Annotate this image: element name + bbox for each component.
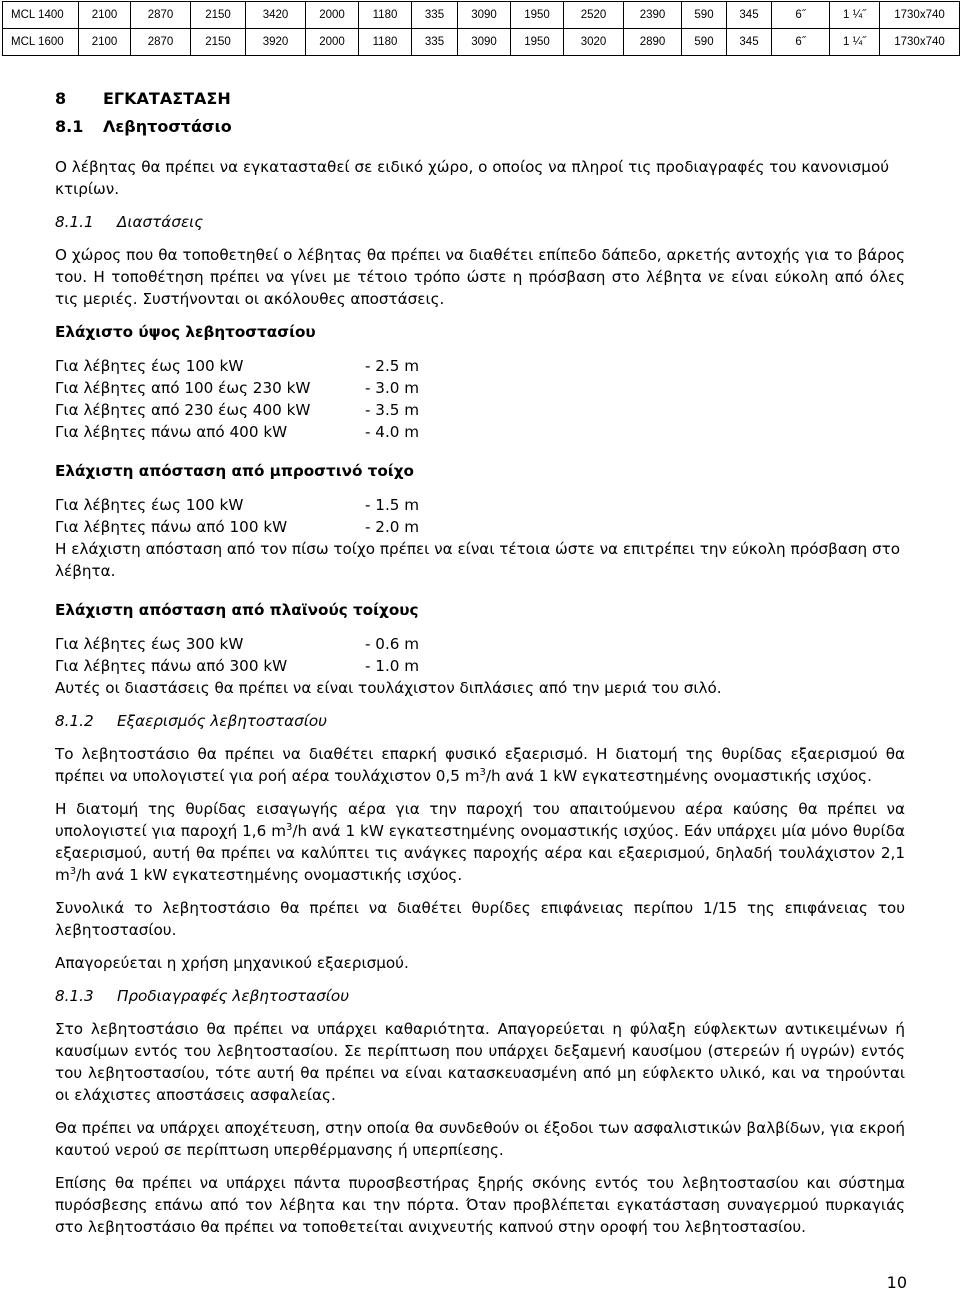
spec-cell: 2000 [306, 29, 359, 56]
spec-cell: 2000 [306, 2, 359, 29]
front-distance-heading: Ελάχιστη απόσταση από μπροστινό τοίχο [55, 462, 414, 480]
ventilation-paragraph-1: Το λεβητοστάσιο θα πρέπει να διαθέτει επαρκή φυσικό εξαερισμό. Η διατομή της θυρίδας εξαερισμού θα πρέπει να υπολογιστεί για ροή αέρα τουλάχιστον 0,5 $m^3/h$ ανά 1 kW εγκατεστημένης ονομαστικής ισχύος. [55, 745, 905, 785]
spec-cell: 2890 [624, 29, 682, 56]
page-number: 10 [886, 1273, 907, 1292]
distance-label: Για λέβητες έως 300 kW [55, 635, 244, 653]
distance-row [55, 355, 905, 377]
ventilation-paragraph-4: Απαγορεύεται η χρήση μηχανικού εξαερισμού. [55, 954, 409, 972]
distance-label: Για λέβητες έως 100 kW [55, 357, 244, 375]
ventilation-heading: 8.1.2 Εξαερισμός λεβητοστασίου [55, 712, 327, 730]
spec-cell: 2150 [191, 29, 246, 56]
side-distance-note: Αυτές οι διαστάσεις θα πρέπει να είναι τουλάχιστον διπλάσιες από την μεριά του σιλό. [55, 679, 722, 697]
distance-row [55, 377, 905, 399]
document-body [55, 88, 905, 1249]
distance-row [55, 399, 905, 421]
model-cell: MCL 1600 [3, 29, 79, 56]
ventilation-paragraph-2: Η διατομή της θυρίδας εισαγωγής αέρα για την παροχή του απαιτούμενου αέρα καύσης θα πρέπει να υπολογιστεί για παροχή 1,6 $m^3/h$ ανά 1 kW εγκατεστημένης ονομαστικής ισχύος. Εάν υπάρχει μία μόνο θυρίδα εξαερισμού, αυτή θα πρέπει να καλύπτει τις ανάγκες παροχής αέρα και εξαερισμού, δηλαδή τουλάχιστον 2,1 $m^3/h$ ανά 1 kW εγκατεστημένης ονομαστικής ισχύος. [55, 800, 905, 884]
spec-cell: 335 [412, 29, 458, 56]
spec-cell: 1730x740 [880, 2, 960, 29]
spec-cell: 2100 [79, 29, 131, 56]
spec-cell: 590 [682, 29, 727, 56]
spec-cell: 345 [727, 2, 772, 29]
model-cell: MCL 1400 [3, 2, 79, 29]
spec-cell: 2100 [79, 2, 131, 29]
spec-cell: 6˝ [772, 29, 830, 56]
spec-cell: 3090 [458, 29, 511, 56]
spec-cell: 3020 [564, 29, 624, 56]
distance-value: - 0.6 m [365, 635, 420, 653]
spec-table-row [3, 2, 960, 29]
min-height-list [55, 355, 905, 443]
spec-cell: 2870 [131, 29, 191, 56]
ventilation-paragraph-3: Συνολικά το λεβητοστάσιο θα πρέπει να διαθέτει θυρίδες επιφάνειας περίπου 1/15 της επιφάνειας του λεβητοστασίου. [55, 899, 905, 939]
spec-cell: 1730x740 [880, 29, 960, 56]
specs-paragraph-1: Στο λεβητοστάσιο θα πρέπει να υπάρχει καθαριότητα. Απαγορεύεται η φύλαξη εύφλεκτων αντικειμένων ή καυσίμων εντός του λεβητοστασίου. Σε περίπτωση που υπάρχει δεξαμενή καυσίμου (στερεών ή υγρών) εντός του λεβητοστασίου, τότε αυτή θα πρέπει να είναι κατασκευασμένη από μη εύφλεκτο υλικό, και να τηρούνται οι ελάχιστες αποστάσεις ασφαλείας. [55, 1020, 905, 1104]
subsection-heading: 8.1 Λεβητοστάσιο [55, 117, 232, 136]
specs-paragraph-2: Θα πρέπει να υπάρχει αποχέτευση, στην οποία θα συνδεθούν οι έξοδοι των ασφαλιστικών βαλβίδων, για εκροή καυτού νερού σε περίπτωση υπερθέρμανσης ή υπερπίεσης. [55, 1119, 905, 1159]
distance-value: - 3.0 m [365, 379, 420, 397]
spec-cell: 1180 [359, 2, 412, 29]
distance-row [55, 633, 905, 655]
distance-label: Για λέβητες πάνω από 300 kW [55, 657, 288, 675]
spec-cell: 1 ¼˝ [830, 29, 880, 56]
distance-value: - 3.5 m [365, 401, 420, 419]
section-heading: 8 ΕΓΚΑΤΑΣΤΑΣΗ [55, 89, 231, 108]
spec-cell: 2150 [191, 2, 246, 29]
distance-label: Για λέβητες πάνω από 100 kW [55, 518, 288, 536]
spec-cell: 1950 [511, 29, 564, 56]
specs-paragraph-3: Επίσης θα πρέπει να υπάρχει πάντα πυροσβεστήρας ξηρής σκόνης εντός του λεβητοστασίου και σύστημα πυρόσβεσης επάνω από τον λέβητα και την πόρτα. Όταν προβλέπεται εγκατάσταση συναγερμού πυρκαγιάς στο λεβητοστάσιο θα πρέπει να τοποθετείται ανιχνευτής καπνού στην οροφή του λεβητοστασίου. [55, 1174, 905, 1236]
spec-cell: 2870 [131, 2, 191, 29]
front-distance-note: Η ελάχιστη απόσταση από τον πίσω τοίχο πρέπει να είναι τέτοια ώστε να επιτρέπει την εύκολη πρόσβαση στο λέβητα. [55, 540, 901, 580]
distance-row [55, 494, 905, 516]
distance-label: Για λέβητες από 100 έως 230 kW [55, 379, 311, 397]
spec-cell: 2520 [564, 2, 624, 29]
spec-table-row [3, 29, 960, 56]
distance-value: - 4.0 m [365, 423, 420, 441]
distance-row [55, 655, 905, 677]
spec-cell: 2390 [624, 2, 682, 29]
distance-value: - 1.5 m [365, 496, 420, 514]
spec-cell: 1 ¼˝ [830, 2, 880, 29]
spec-cell: 6˝ [772, 2, 830, 29]
spec-cell: 3090 [458, 2, 511, 29]
spec-cell: 3420 [246, 2, 306, 29]
spec-cell: 345 [727, 29, 772, 56]
min-height-heading: Ελάχιστο ύψος λεβητοστασίου [55, 323, 316, 341]
dimensions-heading: 8.1.1 Διαστάσεις [55, 213, 204, 231]
subsection-intro: Ο λέβητας θα πρέπει να εγκατασταθεί σε ειδικό χώρο, ο οποίος να πληροί τις προδιαγραφές του κανονισμού κτιρίων. [55, 158, 890, 198]
spec-cell: 3920 [246, 29, 306, 56]
distance-row [55, 421, 905, 443]
distance-value: - 1.0 m [365, 657, 420, 675]
distance-label: Για λέβητες από 230 έως 400 kW [55, 401, 311, 419]
side-distance-heading: Ελάχιστη απόσταση από πλαϊνούς τοίχους [55, 601, 419, 619]
spec-cell: 335 [412, 2, 458, 29]
side-distance-list [55, 633, 905, 677]
spec-cell: 1180 [359, 29, 412, 56]
spec-cell: 590 [682, 2, 727, 29]
distance-row [55, 516, 905, 538]
specs-heading: 8.1.3 Προδιαγραφές λεβητοστασίου [55, 987, 349, 1005]
spec-table [2, 1, 960, 56]
distance-value: - 2.5 m [365, 357, 420, 375]
distance-value: - 2.0 m [365, 518, 420, 536]
spec-cell: 1950 [511, 2, 564, 29]
distance-label: Για λέβητες έως 100 kW [55, 496, 244, 514]
dimensions-intro: Ο χώρος που θα τοποθετηθεί ο λέβητας θα πρέπει να διαθέτει επίπεδο δάπεδο, αρκετής αντοχής για το βάρος του. Η τοποθέτηση πρέπει να γίνει με τέτοιο τρόπο ώστε η πρόσβαση στο λέβητα νε είναι εύκολη από όλες τις μεριές. Συστήνονται οι ακόλουθες αποστάσεις. [55, 246, 905, 308]
front-distance-list [55, 494, 905, 538]
distance-label: Για λέβητες πάνω από 400 kW [55, 423, 288, 441]
